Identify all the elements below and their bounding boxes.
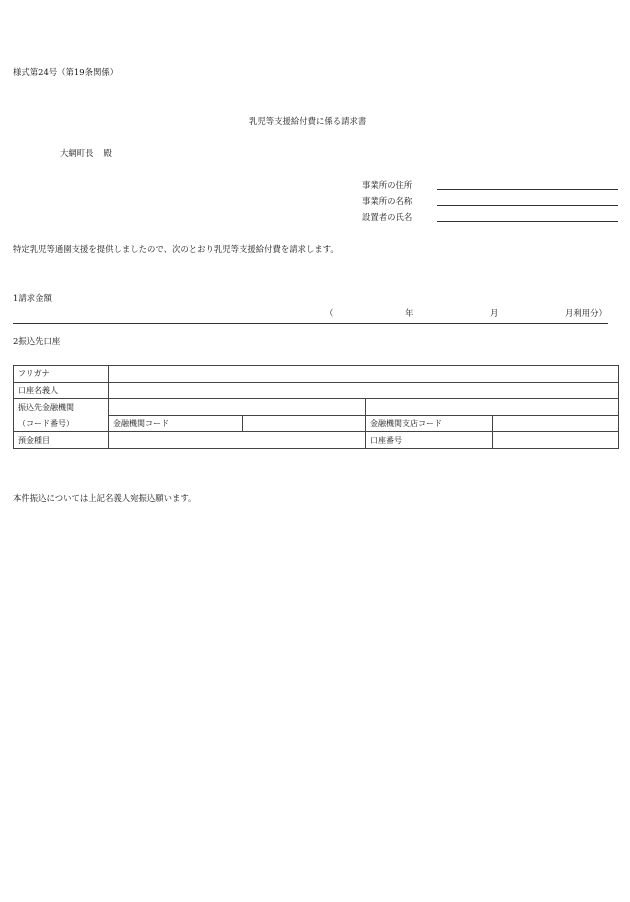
table-row xyxy=(14,432,619,449)
branch-code-input[interactable] xyxy=(493,415,619,432)
form-number: 様式第24号（第19条関係） xyxy=(13,67,119,77)
deposit-type-label: 預金種目 xyxy=(14,432,109,449)
bank-label: 振込先金融機関 xyxy=(14,399,109,416)
document-title: 乳児等支援給付費に係る請求書 xyxy=(249,116,367,126)
account-number-input[interactable] xyxy=(493,432,619,449)
period-year-label: 年 xyxy=(405,308,414,318)
claim-amount-heading: 1請求金額 xyxy=(13,293,52,303)
facility-name-field[interactable] xyxy=(437,205,618,206)
bank-code-label: 金融機関コード xyxy=(109,415,243,432)
facility-address-field[interactable] xyxy=(437,189,618,190)
addressee-name: 大網町長 xyxy=(60,148,94,158)
transfer-request-note: 本件振込については上記名義人宛振込願います。 xyxy=(13,493,197,503)
table-row xyxy=(14,415,619,432)
addressee xyxy=(60,149,112,157)
operator-name-label: 設置者の氏名 xyxy=(362,212,413,222)
table-row xyxy=(14,366,619,383)
operator-name-field[interactable] xyxy=(437,221,618,222)
account-holder-label: 口座名義人 xyxy=(14,382,109,399)
bank-account-table xyxy=(13,365,619,449)
deposit-type-input[interactable] xyxy=(109,432,366,449)
bank-name-input[interactable] xyxy=(109,399,366,416)
furigana-label: フリガナ xyxy=(14,366,109,383)
period-usage-label: 月利用分） xyxy=(565,308,607,318)
code-number-label: （コード番号） xyxy=(14,415,109,432)
period-month-label: 月 xyxy=(490,308,499,318)
facility-address-label: 事業所の住所 xyxy=(362,180,413,190)
branch-code-label: 金融機関支店コード xyxy=(366,415,493,432)
transfer-account-heading: 2振込先口座 xyxy=(13,336,61,346)
account-holder-input[interactable] xyxy=(109,382,619,399)
table-row xyxy=(14,382,619,399)
addressee-honorific: 殿 xyxy=(103,148,112,158)
claim-amount-field[interactable] xyxy=(13,323,608,324)
account-number-label: 口座番号 xyxy=(366,432,493,449)
claim-statement: 特定乳児等通園支援を提供しましたので、次のとおり乳児等支援給付費を請求します。 xyxy=(13,244,339,254)
table-row xyxy=(14,399,619,416)
bank-code-input[interactable] xyxy=(243,415,366,432)
facility-name-label: 事業所の名称 xyxy=(362,196,413,206)
period-open-paren: （ xyxy=(325,308,334,318)
branch-name-input[interactable] xyxy=(366,399,619,416)
furigana-input[interactable] xyxy=(109,366,619,383)
